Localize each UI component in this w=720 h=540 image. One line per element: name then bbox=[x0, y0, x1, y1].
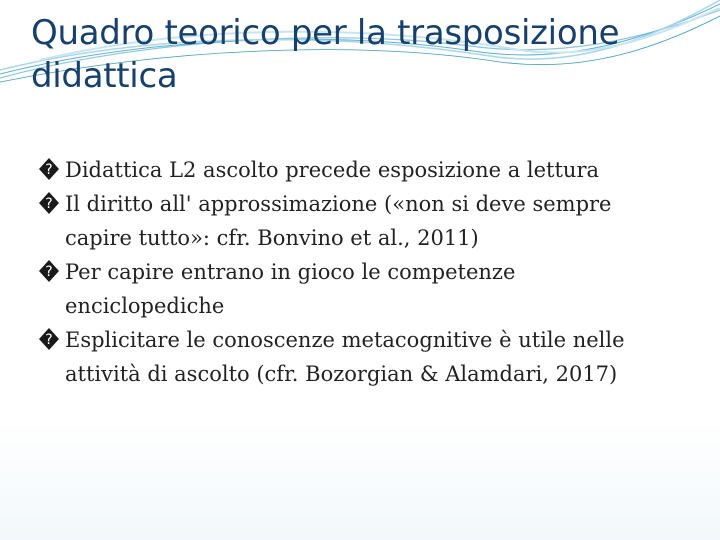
replacement-char-icon bbox=[38, 191, 60, 215]
bullet-text: Il diritto all' approssimazione («non si deve sempre capire tutto»: cfr. Bonvino et al., 2011) bbox=[65, 192, 612, 250]
bullet-list bbox=[38, 153, 678, 391]
bullet-item bbox=[38, 187, 678, 255]
bullet-text: Per capire entrano in gioco le competenze enciclopediche bbox=[65, 260, 516, 318]
slide-title: Quadro teorico per la trasposizione didattica bbox=[31, 13, 620, 97]
bullet-item bbox=[38, 323, 678, 391]
bullet-text: Didattica L2 ascolto precede esposizione a lettura bbox=[65, 158, 600, 182]
replacement-char-icon bbox=[38, 157, 60, 181]
svg-text:?: ? bbox=[45, 332, 53, 348]
svg-text:?: ? bbox=[45, 162, 53, 178]
replacement-char-icon bbox=[38, 259, 60, 283]
svg-text:?: ? bbox=[45, 196, 53, 212]
svg-text:?: ? bbox=[45, 264, 53, 280]
bullet-text: Esplicitare le conoscenze metacognitive è utile nelle attività di ascolto (cfr. Bozorgian & Alamdari, 2017) bbox=[65, 328, 625, 386]
replacement-char-icon bbox=[38, 327, 60, 351]
bullet-item bbox=[38, 255, 678, 323]
bullet-item bbox=[38, 153, 678, 187]
